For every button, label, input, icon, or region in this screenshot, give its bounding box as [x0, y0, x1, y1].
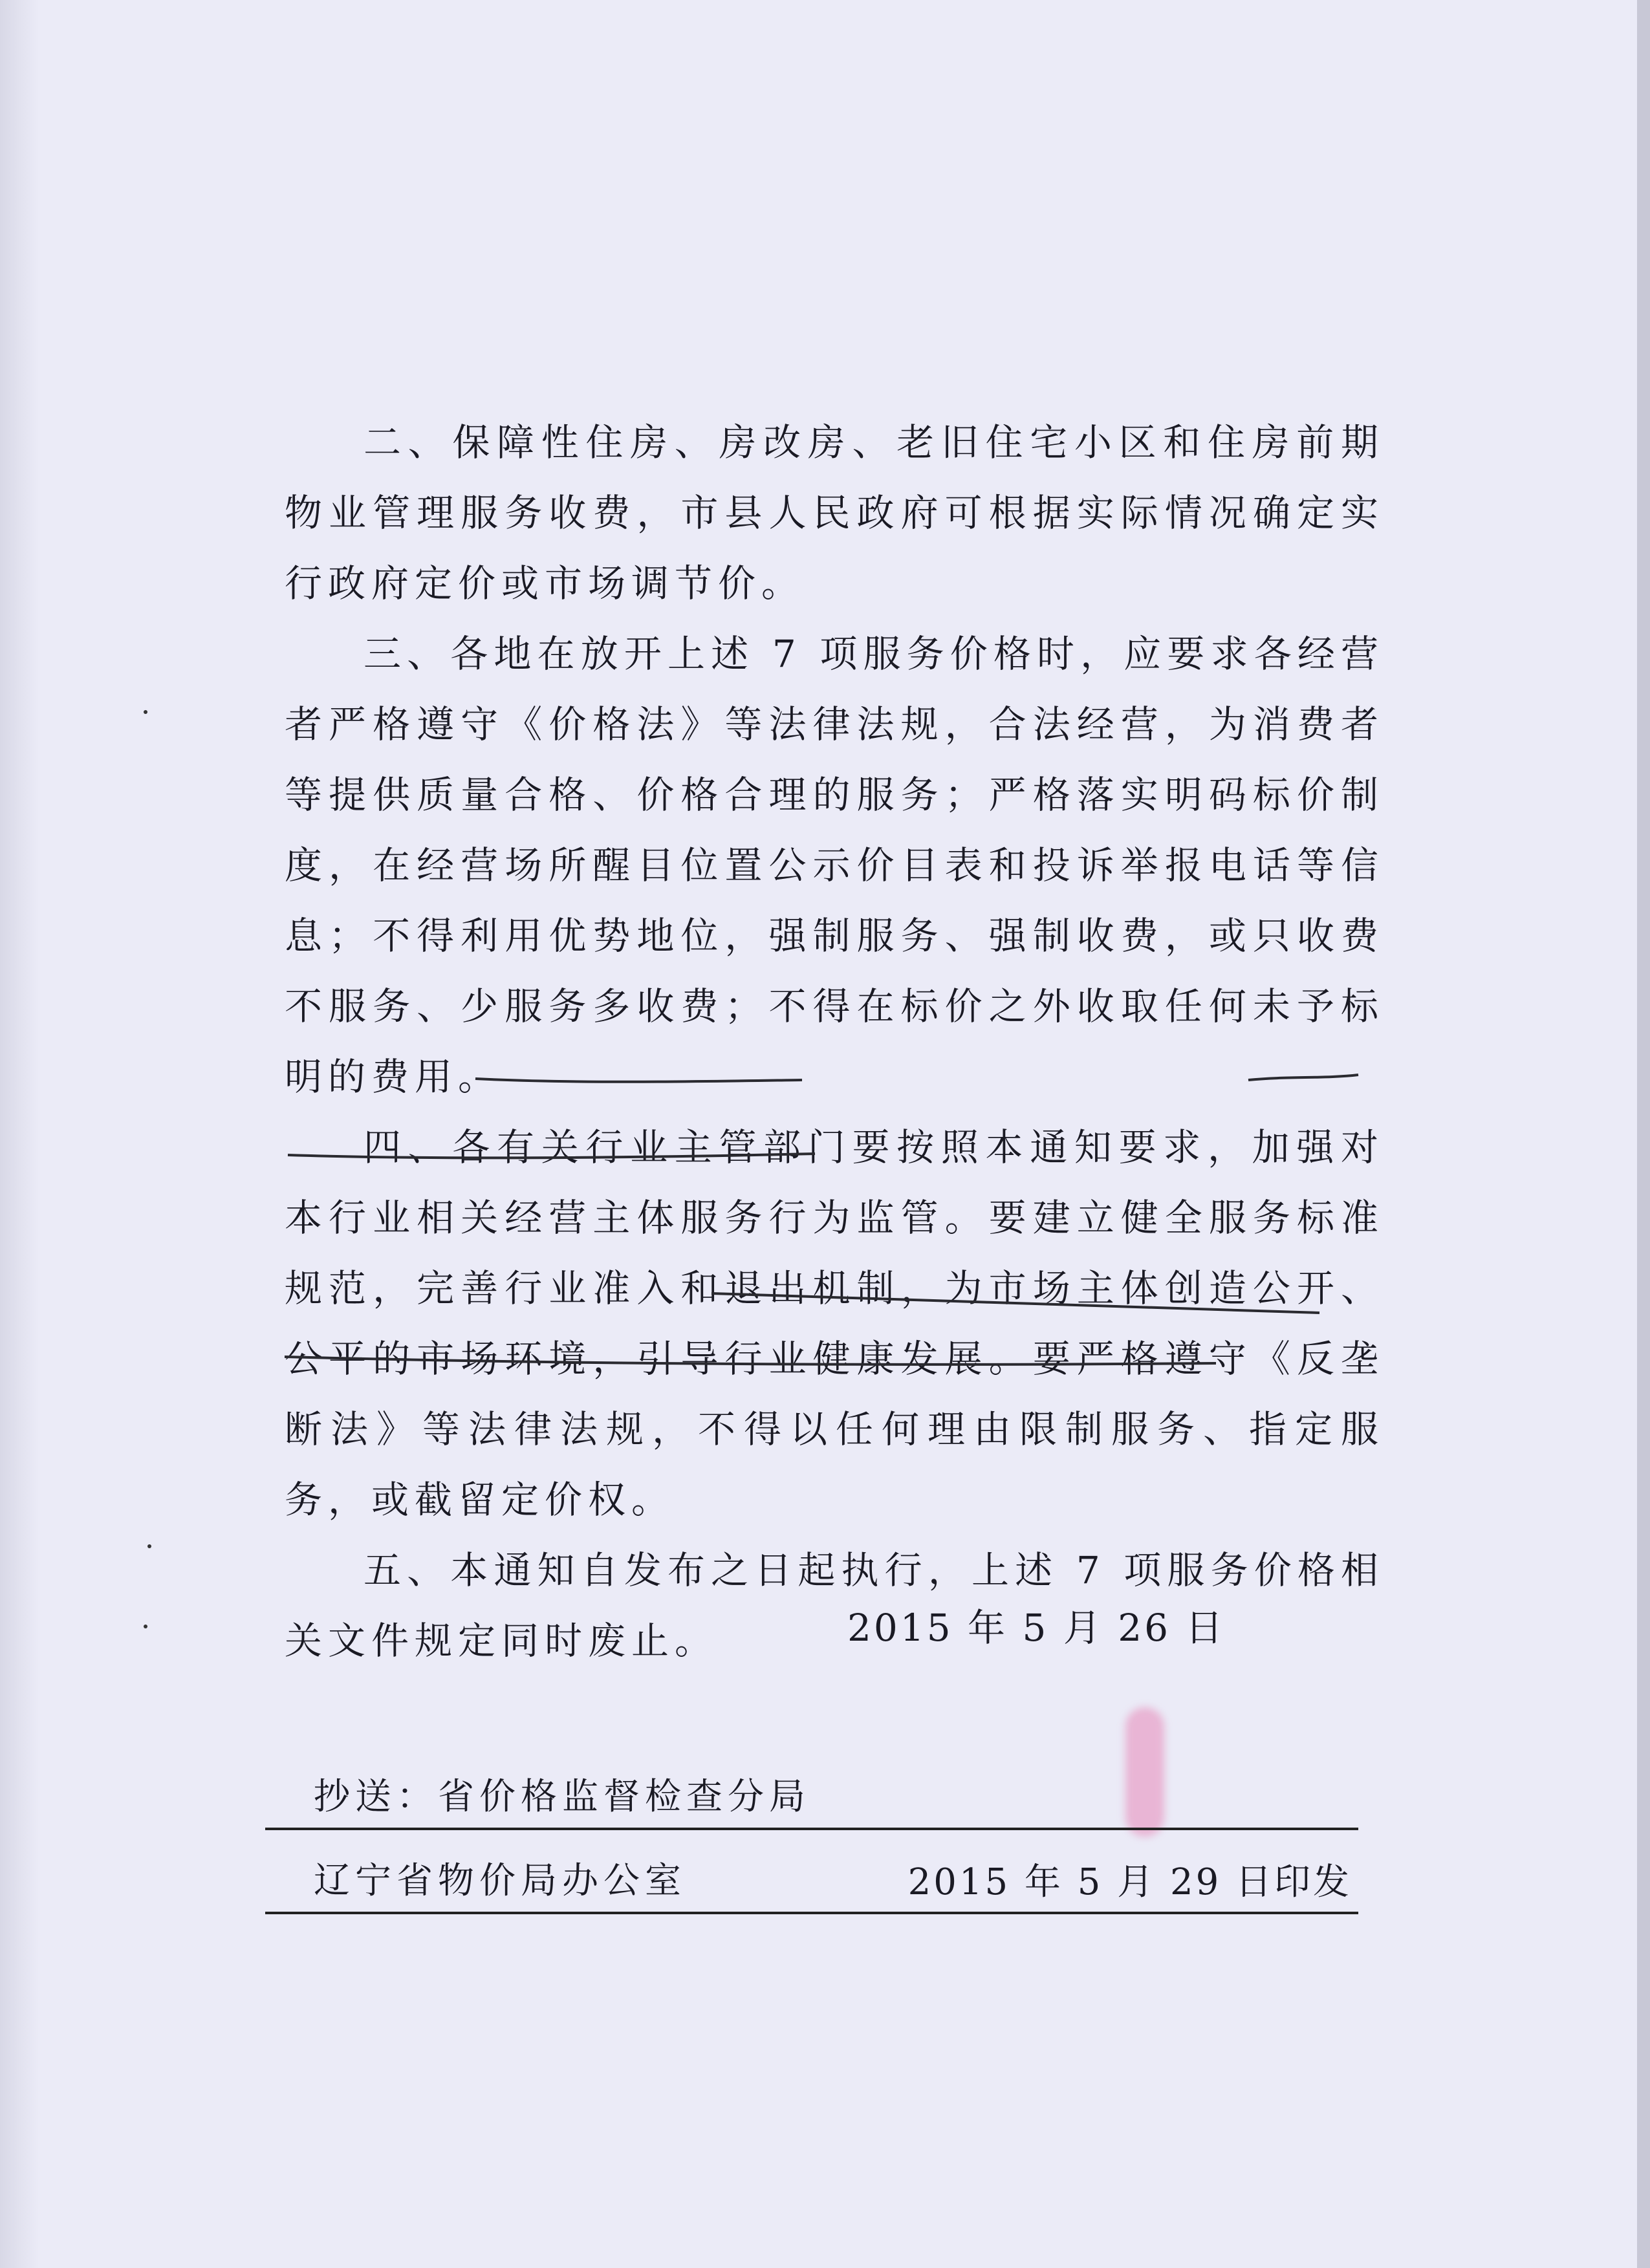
underline-mark [475, 1079, 802, 1082]
print-date: 2015 年 5 月 29 日印发 [907, 1861, 1352, 1903]
underline-mark [711, 1293, 1319, 1313]
underline-mark [285, 1357, 1216, 1365]
cc-label: 抄送：省价格监督检查分局 [314, 1776, 810, 1818]
paragraph-item-2: 二、保障性住房、房改房、老旧住宅小区和住房前期物业管理服务收费，市县人民政府可根据实际情况确定实行政府定价或市场调节价。 [285, 420, 1384, 605]
paragraph-item-3: 三、各地在放开上述 7 项服务价格时，应要求各经营者严格遵守《价格法》等法律法规，合法经营，为消费者等提供质量合格、价格合理的服务；严格落实明码标价制度，在经营场所醒目位置公示价目表和投诉举报电话等信息；不得利用优势地位，强制服务、强制收费，或只收费不服务、少服务多收费；不得在标价之外收取任何未予标明的费用。 [285, 632, 1384, 1099]
signature-date: 2015 年 5 月 26 日 [847, 1606, 1226, 1650]
underline-mark [1248, 1075, 1358, 1080]
footer-issuer-row [265, 1856, 1365, 1914]
paragraph-item-5: 五、本通知自发布之日起执行，上述 7 项服务价格相关文件规定同时废止。 [285, 1548, 1384, 1663]
footer-rule [265, 1828, 1358, 1830]
footer-rule [265, 1912, 1358, 1914]
underline-mark [288, 1154, 815, 1158]
paragraph-item-4: 四、各有关行业主管部门要按照本通知要求，加强对本行业相关经营主体服务行为监管。要建立健全服务标准规范，完善行业准入和退出机制，为市场主体创造公开、公平的市场环境，引导行业健康发展。要严格遵守《反垄断法》等法律法规，不得以任何理由限制服务、指定服务，或截留定价权。 [285, 1125, 1384, 1522]
footer-cc-row [265, 1772, 1365, 1830]
issuer-label: 辽宁省物价局办公室 [314, 1860, 686, 1902]
